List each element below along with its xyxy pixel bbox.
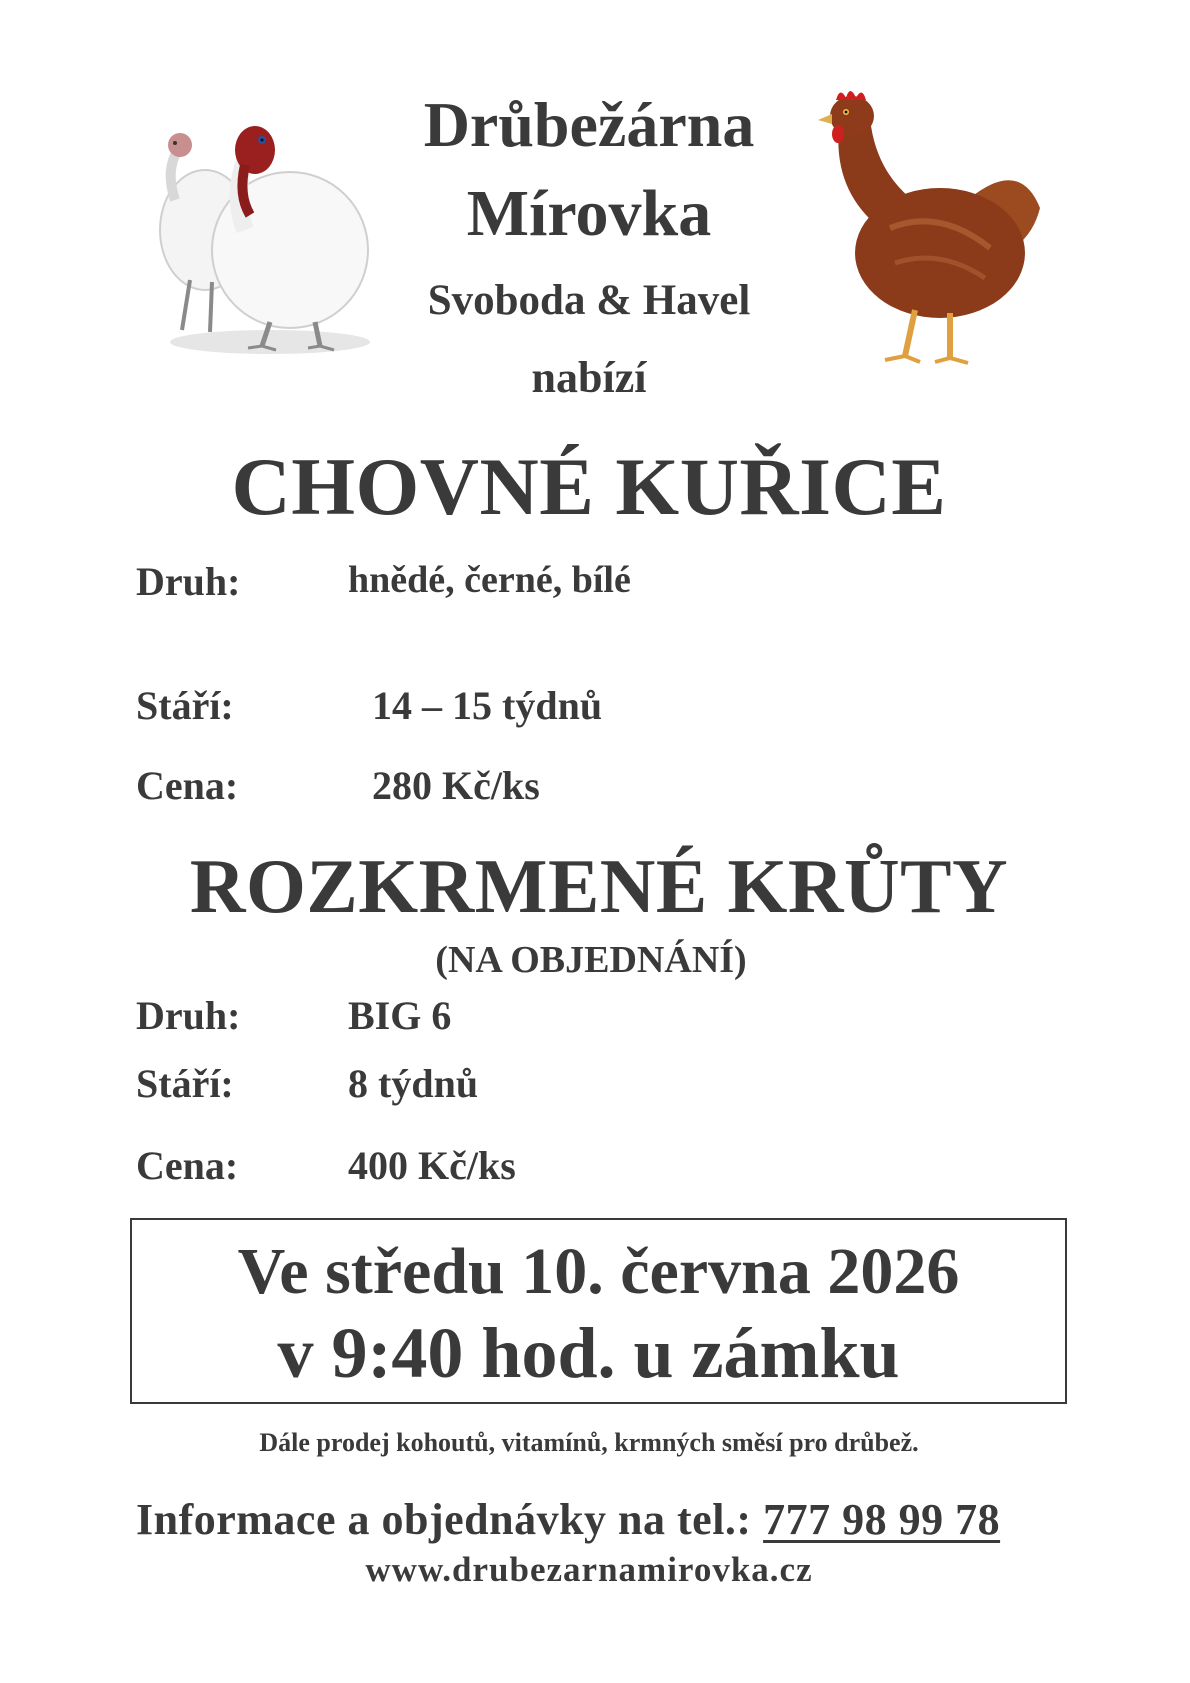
contact-prefix: Informace a objednávky na tel.: <box>136 1495 752 1544</box>
event-box <box>130 1218 1067 1404</box>
event-date: Ve středu 10. června 2026 <box>237 1235 960 1308</box>
website-url[interactable]: www.drubezarnamirovka.cz <box>365 1550 813 1589</box>
brand-name-line1: Drůbežárna <box>423 89 755 160</box>
contact-line <box>136 1494 1000 1545</box>
section-note-objednani: (NA OBJEDNÁNÍ) <box>435 939 747 981</box>
spec-label-stari-kruty: Stáří: <box>136 1061 234 1106</box>
spec-label-stari: Stáří: <box>136 683 234 728</box>
spec-label-cena-kruty: Cena: <box>136 1143 239 1188</box>
offers-line: nabízí <box>531 353 647 402</box>
spec-label-cena: Cena: <box>136 763 239 808</box>
spec-value-druh: hnědé, černé, bílé <box>348 559 631 601</box>
phone-number[interactable]: 777 98 99 78 <box>763 1495 1001 1544</box>
extra-products-note: Dále prodej kohoutů, vitamínů, krmných směsí pro drůbež. <box>259 1428 919 1457</box>
spec-value-cena: 280 Kč/ks <box>372 763 540 808</box>
spec-value-stari-kruty: 8 týdnů <box>348 1061 479 1106</box>
spec-value-cena-kruty: 400 Kč/ks <box>348 1143 516 1188</box>
spec-value-stari: 14 – 15 týdnů <box>372 683 603 728</box>
section-title-kurice: CHOVNÉ KUŘICE <box>231 441 947 532</box>
event-time-place: v 9:40 hod. u zámku <box>277 1313 900 1393</box>
spec-value-druh-kruty: BIG 6 <box>348 993 452 1038</box>
brand-name-line2: Mírovka <box>466 177 712 250</box>
spec-label-druh-kruty: Druh: <box>136 993 241 1038</box>
spec-label-druh: Druh: <box>136 559 241 604</box>
owners-line: Svoboda & Havel <box>427 277 751 324</box>
section-title-kruty: ROZKRMENÉ KRŮTY <box>189 843 1009 929</box>
